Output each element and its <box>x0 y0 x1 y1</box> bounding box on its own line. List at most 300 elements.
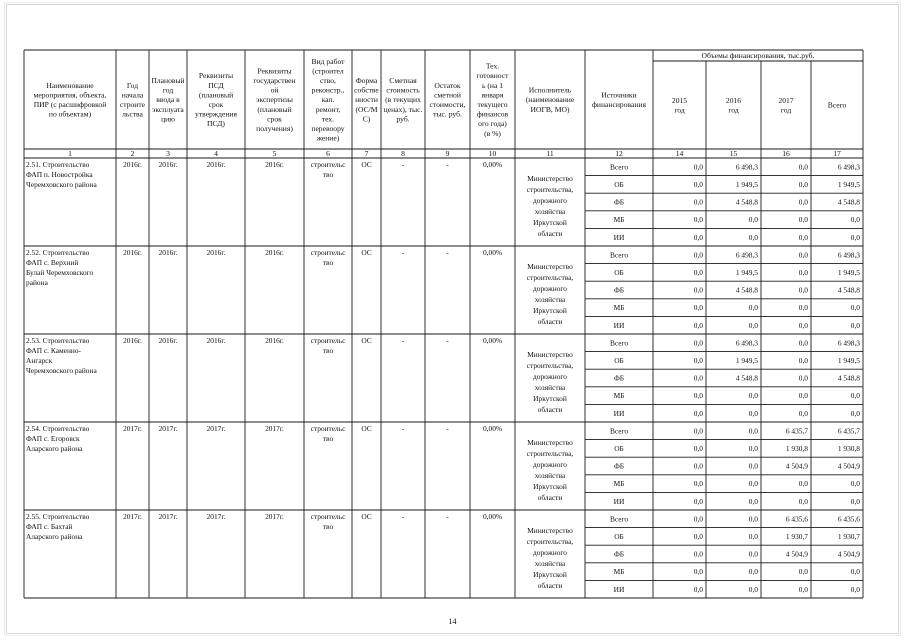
remaining-cost: - <box>446 336 449 345</box>
funding-amount: 0,0 <box>748 496 758 506</box>
executor-name: хозяйства <box>534 295 566 304</box>
funding-amount: 0,0 <box>798 373 808 383</box>
funding-amount: 0,0 <box>798 232 808 242</box>
ownership-form: ОС <box>361 336 372 345</box>
funding-amount: 0,0 <box>693 426 703 436</box>
funding-amount: 4 548,8 <box>837 285 860 295</box>
funding-amount: 6 435,6 <box>785 514 808 524</box>
work-type: строительс <box>310 424 346 433</box>
column-number: 6 <box>326 149 330 158</box>
funding-source: ФБ <box>613 373 625 383</box>
column-header-text: ИОГВ, МО) <box>530 104 570 114</box>
funding-amount: 4 548,8 <box>735 285 758 295</box>
funding-amount: 0,0 <box>693 391 703 401</box>
column-number: 9 <box>445 149 450 158</box>
column-header-text: перевоору <box>311 124 345 133</box>
column-header-text: тыс. руб. <box>433 109 462 119</box>
funding-source: ФБ <box>613 285 625 295</box>
year-value: 2017г. <box>158 424 178 433</box>
executor-name: хозяйства <box>534 207 566 216</box>
funding-amount: 4 504,9 <box>785 549 808 559</box>
column-header-text: реконстр., <box>311 85 345 95</box>
funding-source: МБ <box>613 479 625 489</box>
estimate-cost: - <box>401 424 405 433</box>
executor-name: Министерство <box>527 174 573 183</box>
executor-name: хозяйства <box>534 383 566 392</box>
column-header-text: ого года) <box>478 119 507 129</box>
funding-source: ИИ <box>613 496 625 506</box>
funding-amount: 6 498,3 <box>735 338 758 348</box>
funding-amount: 4 548,8 <box>837 197 860 207</box>
executor-name: дорожного <box>533 460 567 469</box>
executor-name: Иркутской <box>533 482 567 491</box>
funding-amount: 0,0 <box>850 496 860 506</box>
funding-amount: 0,0 <box>748 532 758 541</box>
column-number: 15 <box>729 149 738 158</box>
funding-amount: 0,0 <box>748 320 758 330</box>
year-value: 2017г. <box>158 512 178 521</box>
executor-name: Министерство <box>527 262 573 271</box>
column-header-text: начала <box>121 90 144 100</box>
year-value: 2017г. <box>206 512 226 521</box>
funding-source: ИИ <box>613 232 625 242</box>
column-number: 17 <box>833 149 841 158</box>
funding-amount: 0,0 <box>693 162 703 172</box>
funding-source: ИИ <box>613 320 625 330</box>
page-number: 14 <box>448 617 457 626</box>
executor-name: области <box>537 581 563 590</box>
funding-amount: 0,0 <box>798 215 808 225</box>
funding-amount: 0,0 <box>798 197 808 207</box>
column-header-text: год <box>728 105 739 115</box>
funding-amount: 6 435,7 <box>837 426 860 436</box>
funding-amount: 0,0 <box>798 356 808 365</box>
object-name-line: 2.54. Строительство <box>26 424 90 433</box>
estimate-cost: - <box>401 336 405 345</box>
column-number: 1 <box>68 149 72 158</box>
funding-amount: 0,0 <box>748 303 758 313</box>
funding-amount: 0,0 <box>693 444 703 453</box>
column-header-text: (в текущих <box>385 95 421 105</box>
executor-name: дорожного <box>533 372 567 381</box>
funding-amount: 0,0 <box>798 162 808 172</box>
funding-amount: 0,0 <box>748 567 758 577</box>
year-value: 2016г. <box>206 336 226 345</box>
column-header-text: ПИР (с расшифровкой <box>33 100 107 109</box>
funding-amount: 0,0 <box>693 320 703 330</box>
funding-source: ОБ <box>614 444 624 453</box>
funding-amount: 0,0 <box>748 461 758 471</box>
tech-readiness: 0,00% <box>482 160 503 169</box>
object-name-line: Ангарск <box>26 356 53 365</box>
column-header-text: (ОС/М <box>355 104 378 114</box>
year-value: 2017г. <box>265 512 284 521</box>
ownership-form: ОС <box>361 160 372 169</box>
column-header-text: сметной <box>434 90 461 100</box>
funding-source: МБ <box>613 391 625 401</box>
column-header-text: (строител <box>312 66 344 76</box>
funding-amount: 1 949,5 <box>837 356 860 365</box>
tech-readiness: 0,00% <box>482 512 503 521</box>
funding-amount: 0,0 <box>798 584 808 594</box>
funding-amount: 1 949,5 <box>735 268 758 277</box>
column-header-text: руб. <box>396 114 410 124</box>
work-type: строительс <box>310 336 346 345</box>
year-value: 2016г. <box>158 248 178 257</box>
executor-name: строительства, <box>526 537 574 546</box>
work-type: тво <box>322 258 334 267</box>
funding-source: МБ <box>613 215 625 225</box>
object-name-line: Аларского района <box>26 532 83 541</box>
executor-name: области <box>537 493 563 502</box>
executor-name: строительства, <box>526 185 574 194</box>
column-header-text: эксплуата <box>152 104 184 114</box>
funding-amount: 1 930,8 <box>785 444 808 453</box>
column-header-text: получения) <box>256 124 293 133</box>
year-value: 2016г. <box>123 336 142 345</box>
column-header-text: нности <box>355 95 378 105</box>
column-header-text: (наименование <box>525 95 575 105</box>
year-value: 2017г. <box>123 424 142 433</box>
funding-source: ФБ <box>613 197 625 207</box>
executor-name: области <box>537 405 563 414</box>
funding-amount: 0,0 <box>798 268 808 277</box>
funding-amount: 4 548,8 <box>837 373 860 383</box>
year-value: 2017г. <box>265 424 284 433</box>
column-header-text: утверждения <box>195 109 237 119</box>
estimate-cost: - <box>401 160 405 169</box>
year-value: 2016г. <box>265 160 284 169</box>
funding-source: ОБ <box>614 532 624 541</box>
funding-amount: 0,0 <box>693 250 703 260</box>
column-header-text: ремонт, <box>315 104 341 114</box>
funding-amount: 0,0 <box>798 250 808 260</box>
funding-source: ОБ <box>614 180 624 189</box>
object-name-line: 2.53. Строительство <box>26 336 90 345</box>
funding-amount: 0,0 <box>798 479 808 489</box>
executor-name: области <box>537 317 563 326</box>
column-header-text: строите <box>119 100 146 109</box>
column-header-text: год <box>780 105 792 115</box>
column-header-text: мероприятия, объекта, <box>33 90 107 100</box>
tech-readiness: 0,00% <box>482 424 503 433</box>
column-header-text: января <box>481 90 504 100</box>
executor-name: Иркутской <box>533 218 567 227</box>
year-value: 2017г. <box>123 512 142 521</box>
column-header-text: льства <box>122 109 143 119</box>
funding-amount: 0,0 <box>850 584 860 594</box>
column-header-text: ство, <box>320 76 336 85</box>
funding-amount: 0,0 <box>748 408 758 418</box>
ownership-form: ОС <box>361 424 372 433</box>
funding-amount: 0,0 <box>693 567 703 577</box>
column-header-text: срок <box>208 100 224 109</box>
year-value: 2016г. <box>206 160 226 169</box>
funding-amount: 0,0 <box>693 408 703 418</box>
executor-name: Министерство <box>527 350 573 359</box>
year-value: 2016г. <box>206 248 226 257</box>
year-value: 2016г. <box>158 336 178 345</box>
remaining-cost: - <box>446 512 449 521</box>
funding-amount: 0,0 <box>748 549 758 559</box>
funding-amount: 0,0 <box>693 479 703 489</box>
funding-amount: 0,0 <box>850 232 860 242</box>
column-number: 3 <box>166 149 170 158</box>
ownership-form: ОС <box>361 512 372 521</box>
funding-amount: 6 435,6 <box>837 514 860 524</box>
funding-amount: 0,0 <box>748 444 758 453</box>
tech-readiness: 0,00% <box>482 248 503 257</box>
column-header-text: цию <box>161 114 175 124</box>
column-header-text: собстве <box>354 85 379 95</box>
column-header-text: ввода в <box>156 95 180 105</box>
object-name-line: Булай Черемховского <box>26 268 94 277</box>
executor-name: области <box>537 229 563 238</box>
funding-source: ФБ <box>613 549 625 559</box>
executor-name: строительства, <box>526 361 574 370</box>
column-header-text: (плановый <box>257 104 292 114</box>
work-type: строительс <box>310 160 346 169</box>
column-header-text: ПСД) <box>207 119 225 129</box>
funding-amount: 6 498,3 <box>837 162 860 172</box>
funding-amount: 0,0 <box>693 303 703 313</box>
column-header-text: Форма <box>355 76 378 85</box>
column-header-text: по объектам) <box>48 109 92 119</box>
work-type: тво <box>322 346 334 355</box>
work-type: тво <box>322 170 334 179</box>
remaining-cost: - <box>446 160 449 169</box>
column-header-text: готовност <box>476 71 509 81</box>
funding-source: ИИ <box>613 408 625 418</box>
funding-amount: 0,0 <box>798 496 808 506</box>
executor-name: Иркутской <box>533 570 567 579</box>
funding-amount: 0,0 <box>693 549 703 559</box>
work-type: строительс <box>310 248 346 257</box>
funding-amount: 0,0 <box>798 303 808 313</box>
object-name-line: ФАП с. Бахтай <box>26 522 73 531</box>
column-header-text: Всего <box>827 100 847 110</box>
column-header-text: Наименование <box>46 80 94 90</box>
work-type: строительс <box>310 512 346 521</box>
funding-source: ОБ <box>614 268 624 277</box>
executor-name: дорожного <box>533 548 567 557</box>
tech-readiness: 0,00% <box>482 336 503 345</box>
column-header-text: 2016 <box>725 95 742 105</box>
funding-source: ФБ <box>613 461 625 471</box>
funding-amount: 0,0 <box>693 268 703 277</box>
funding-amount: 0,0 <box>693 496 703 506</box>
funding-amount: 6 498,3 <box>735 162 758 172</box>
column-header-text: Плановый <box>151 76 185 85</box>
column-header-text: жение) <box>316 133 340 143</box>
funding-amount: 0,0 <box>748 215 758 225</box>
executor-name: хозяйства <box>534 559 566 568</box>
funding-amount: 0,0 <box>693 532 703 541</box>
funding-amount: 0,0 <box>693 338 703 348</box>
work-type: тво <box>322 522 334 531</box>
object-name-line: 2.55. Строительство <box>26 512 90 521</box>
funding-amount: 4 504,9 <box>785 461 808 471</box>
column-header-text: Год <box>126 80 139 90</box>
funding-amount: 0,0 <box>850 303 860 313</box>
funding-amount: 0,0 <box>693 285 703 295</box>
executor-name: строительства, <box>526 449 574 458</box>
column-header-text: Вид работ <box>311 56 345 66</box>
funding-amount: 0,0 <box>693 514 703 524</box>
column-number: 12 <box>615 149 623 158</box>
column-number: 4 <box>214 149 218 158</box>
column-header-text: стоимости, <box>429 100 466 109</box>
column-header-text: 2015 <box>671 95 688 105</box>
object-name-line: ФАП п. Новостройка <box>26 170 93 179</box>
funding-source: Всего <box>609 426 629 436</box>
column-header-text: Реквизиты <box>257 66 292 76</box>
funding-amount: 1 949,5 <box>735 180 758 189</box>
executor-name: дорожного <box>533 196 567 205</box>
executor-name: дорожного <box>533 284 567 293</box>
funding-amount: 1 949,5 <box>837 180 860 189</box>
object-name-line: ФАП с. Верхний <box>26 258 79 267</box>
funding-amount: 0,0 <box>748 514 758 524</box>
funding-amount: 4 504,9 <box>837 461 860 471</box>
column-number: 7 <box>364 149 369 158</box>
column-header-text: экспертизы <box>256 95 293 105</box>
funding-amount: 0,0 <box>850 320 860 330</box>
funding-source: Всего <box>609 338 629 348</box>
column-number: 10 <box>488 149 497 158</box>
year-value: 2016г. <box>123 248 142 257</box>
column-header-text: стоимость <box>386 85 420 95</box>
funding-amount: 0,0 <box>798 567 808 577</box>
funding-amount: 0,0 <box>748 232 758 242</box>
year-value: 2016г. <box>123 160 142 169</box>
funding-amount: 6 498,3 <box>735 250 758 260</box>
column-header-text: Источники <box>601 90 637 100</box>
remaining-cost: - <box>446 248 449 257</box>
funding-amount: 0,0 <box>798 408 808 418</box>
column-number: 2 <box>130 149 135 158</box>
column-header-text: Сметная <box>389 76 417 85</box>
executor-name: Иркутской <box>533 394 567 403</box>
column-number: 5 <box>272 149 277 158</box>
funding-amount: 1 949,5 <box>735 356 758 365</box>
column-header-text: 2017 <box>778 95 794 105</box>
funding-amount: 4 504,9 <box>837 549 860 559</box>
funding-source: МБ <box>613 567 625 577</box>
executor-name: Министерство <box>527 526 573 535</box>
funding-amount: 0,0 <box>798 320 808 330</box>
funding-source: Всего <box>609 514 629 524</box>
column-header-text: С) <box>362 114 371 124</box>
ownership-form: ОС <box>361 248 372 257</box>
object-name-line: Аларского района <box>26 444 83 453</box>
funding-source: ИИ <box>613 584 625 594</box>
executor-name: Министерство <box>527 438 573 447</box>
object-name-line: Черемховского района <box>26 180 97 189</box>
funding-amount: 4 548,8 <box>735 373 758 383</box>
object-name-line: Черемховского района <box>26 366 97 375</box>
column-header-text: текущего <box>477 100 508 109</box>
funding-amount: 4 548,8 <box>735 197 758 207</box>
year-value: 2016г. <box>265 248 284 257</box>
funding-amount: 0,0 <box>693 584 703 594</box>
funding-source: Всего <box>609 162 629 172</box>
funding-amount: 0,0 <box>850 391 860 401</box>
estimate-cost: - <box>401 248 405 257</box>
object-name-line: ФАП с. Егоровск <box>26 434 80 443</box>
year-value: 2016г. <box>158 160 178 169</box>
column-header-text: ПСД <box>208 80 224 90</box>
funding-amount: 6 435,7 <box>785 426 808 436</box>
funding-amount: 0,0 <box>693 180 703 189</box>
funding-amount: 0,0 <box>748 391 758 401</box>
column-number: 11 <box>546 149 554 158</box>
funding-amount: 1 930,8 <box>837 444 860 453</box>
funding-source: ОБ <box>614 356 624 365</box>
column-header-text: государствен <box>253 76 296 85</box>
object-name-line: района <box>26 278 48 287</box>
funding-amount: 0,0 <box>693 197 703 207</box>
column-header-text: кап. <box>321 95 335 105</box>
financing-volume-header: Объемы финансирования, тыс.руб. <box>701 51 815 60</box>
column-header-text: финансов <box>476 109 509 119</box>
column-header-text: (плановый <box>198 90 234 100</box>
funding-source: Всего <box>609 250 629 260</box>
funding-amount: 0,0 <box>850 408 860 418</box>
funding-amount: 0,0 <box>798 391 808 401</box>
funding-amount: 0,0 <box>798 338 808 348</box>
funding-amount: 1 930,7 <box>837 532 860 541</box>
funding-amount: 0,0 <box>693 373 703 383</box>
funding-amount: 0,0 <box>693 461 703 471</box>
executor-name: хозяйства <box>534 471 566 480</box>
funding-source: МБ <box>613 303 625 313</box>
estimate-cost: - <box>401 512 405 521</box>
column-number: 16 <box>782 149 790 158</box>
funding-amount: 0,0 <box>850 567 860 577</box>
funding-amount: 0,0 <box>850 479 860 489</box>
funding-amount: 0,0 <box>748 426 758 436</box>
year-value: 2016г. <box>265 336 284 345</box>
column-header-text: ой <box>270 85 279 95</box>
column-header-text: ценах), тыс. <box>383 104 423 114</box>
funding-amount: 1 930,7 <box>785 532 808 541</box>
column-number: 14 <box>675 149 684 158</box>
object-name-line: ФАП с. Каменно- <box>26 346 82 355</box>
funding-amount: 0,0 <box>748 584 758 594</box>
column-header-text: тех. <box>321 114 335 124</box>
column-header-text: Тех. <box>485 61 500 71</box>
funding-amount: 0,0 <box>693 232 703 242</box>
funding-amount: 0,0 <box>798 285 808 295</box>
column-number: 8 <box>401 149 405 158</box>
column-header-text: год <box>674 105 685 115</box>
executor-name: Иркутской <box>533 306 567 315</box>
funding-amount: 0,0 <box>693 215 703 225</box>
column-header-text: (в %) <box>484 128 501 138</box>
year-value: 2017г. <box>206 424 226 433</box>
funding-amount: 6 498,3 <box>837 338 860 348</box>
remaining-cost: - <box>446 424 449 433</box>
column-header-text: финансирования <box>592 100 646 109</box>
column-header-text: срок <box>267 114 282 124</box>
object-name-line: 2.51. Строительство <box>26 160 90 169</box>
work-type: тво <box>322 434 334 443</box>
funding-amount: 0,0 <box>748 479 758 489</box>
funding-amount: 1 949,5 <box>837 268 860 277</box>
column-header-text: Остаток <box>434 80 461 90</box>
funding-amount: 0,0 <box>798 180 808 189</box>
